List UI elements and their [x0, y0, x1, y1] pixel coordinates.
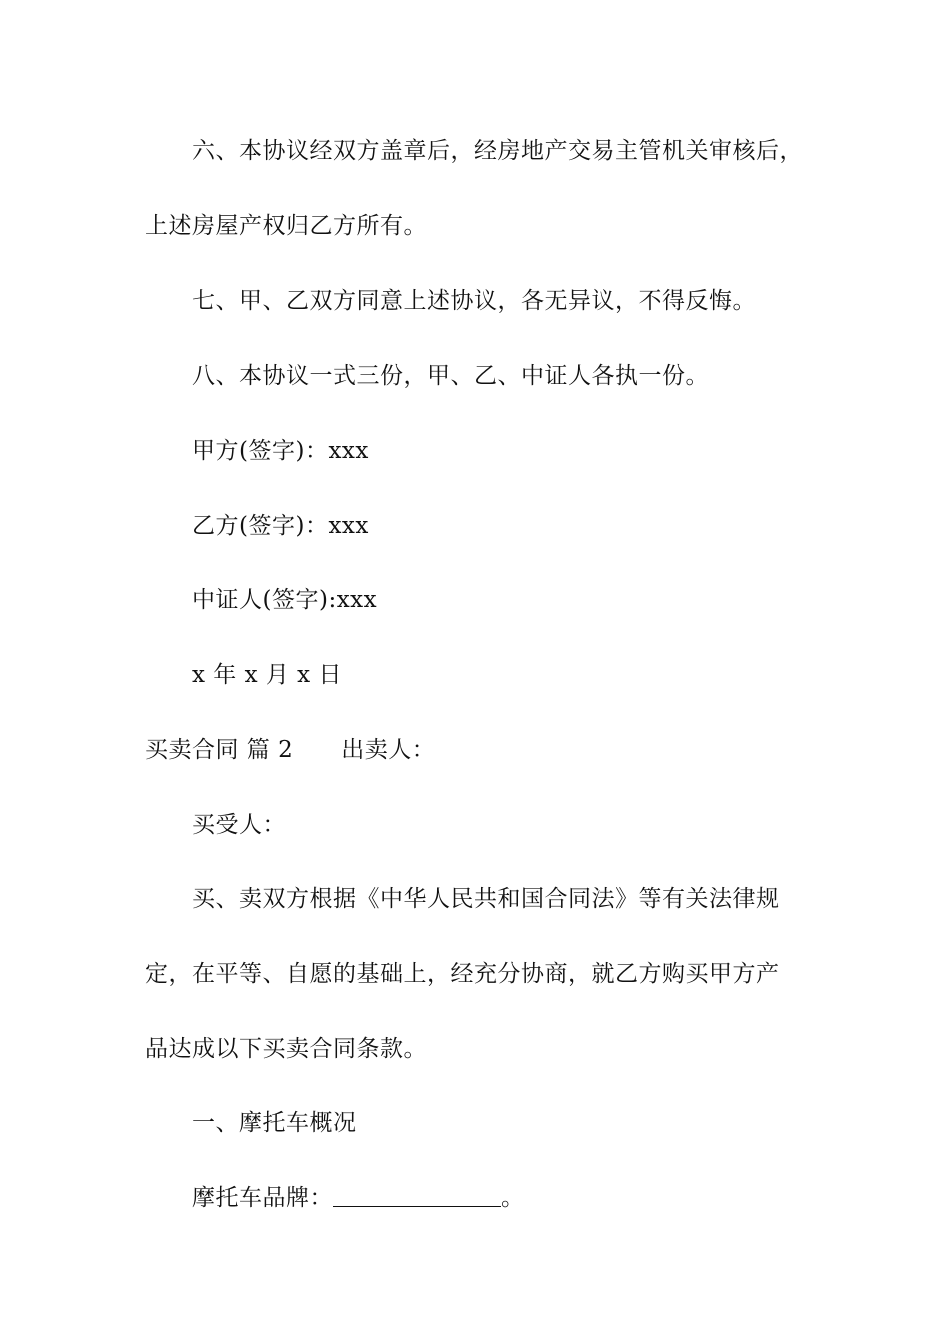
witness-signature: 中证人(签字):xxx: [192, 587, 378, 613]
date-line: x 年 x 月 x 日: [192, 662, 342, 688]
section-one-heading: 一、摩托车概况: [192, 1110, 357, 1136]
preamble-line-2: 定，在平等、自愿的基础上，经充分协商，就乙方购买甲方产: [145, 961, 780, 987]
clause-six-line-1: 六、本协议经双方盖章后，经房地产交易主管机关审核后，: [192, 138, 803, 164]
motorcycle-brand-period: 。: [501, 1185, 525, 1211]
clause-eight: 八、本协议一式三份，甲、乙、中证人各执一份。: [192, 363, 709, 389]
section-title: 买卖合同 篇 2: [145, 737, 294, 763]
clause-six-line-2: 上述房屋产权归乙方所有。: [145, 213, 427, 239]
motorcycle-brand-row: [192, 1183, 525, 1213]
motorcycle-brand-label: 摩托车品牌：: [192, 1185, 333, 1211]
party-b-signature: 乙方(签字)：xxx: [192, 513, 369, 539]
seller-label: 出卖人：: [341, 737, 436, 763]
preamble-line-3: 品达成以下买卖合同条款。: [145, 1036, 427, 1062]
preamble-line-1: 买、卖双方根据《中华人民共和国合同法》等有关法律规: [192, 886, 780, 912]
motorcycle-brand-blank: [333, 1186, 501, 1207]
clause-seven: 七、甲、乙双方同意上述协议，各无异议，不得反悔。: [192, 288, 756, 314]
section-heading-row: [145, 735, 435, 765]
party-a-signature: 甲方(签字)：xxx: [192, 438, 369, 464]
buyer-label: 买受人：: [192, 812, 286, 838]
